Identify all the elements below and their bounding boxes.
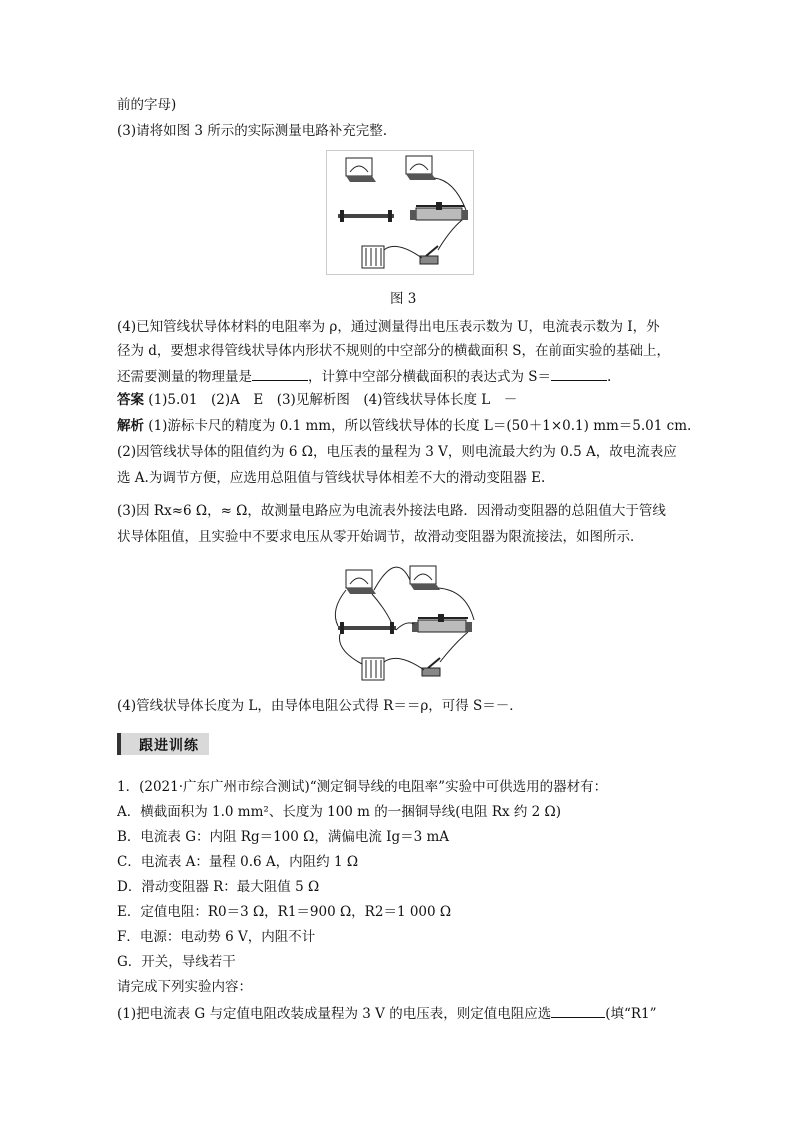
answer-blank (551, 366, 607, 381)
analysis-label: 解析 (117, 418, 144, 434)
text-line: 请完成下列实验内容： (117, 979, 252, 995)
circuit-figure-3 (326, 150, 474, 275)
rheostat-icon (412, 614, 472, 632)
analysis-line: (4)管线状导体长度为 L，由导体电阻公式得 R＝＝ρ，可得 S＝－． (117, 698, 523, 714)
analysis-line: (2)因管线状导体的阻值约为 6 Ω，电压表的量程为 3 V，则电流最大约为 0.5 A，故电流表应 (117, 444, 677, 460)
analysis-line (117, 417, 691, 435)
answer-label: 答案 (117, 392, 144, 408)
option-line: G．开关，导线若干 (117, 954, 236, 970)
text-segment: (1)把电流表 G 与定值电阻改装成量程为 3 V 的电压表，则定值电阻应选 (117, 1006, 552, 1022)
analysis-text: (1)游标卡尺的精度为 0.1 mm，所以管线状导体的长度 L＝(50＋1×0.1) mm＝5.01 cm. (148, 418, 692, 434)
question-line (117, 1003, 657, 1023)
analysis-line: 选 A.为调节方便，应选用总阻值与管线状导体相差不大的滑动变阻器 E. (117, 470, 546, 486)
answer-text: (1)5.01 (2)A E (3)见解析图 (4)管线状导体长度 L － (148, 392, 518, 408)
text-segment: . (607, 369, 612, 385)
option-line: A．横截面积为 1.0 mm²、长度为 100 m 的一捆铜导线(电阻 Rx 约 2 Ω) (117, 804, 562, 820)
option-line: C．电流表 A：量程 0.6 A，内阻约 1 Ω (117, 854, 359, 870)
option-line: B．电流表 G：内阻 Rg＝100 Ω，满偏电流 Ig＝3 mA (117, 829, 450, 845)
text-line: 径为 d，要想求得管线状导体内形状不规则的中空部分的横截面积 S，在前面实验的基础上， (117, 343, 670, 359)
rheostat-icon (410, 202, 468, 220)
option-line: E．定值电阻：R0＝3 Ω，R1＝900 Ω，R2＝1 000 Ω (117, 904, 452, 920)
text-line: (4)已知管线状导体材料的电阻率为 ρ，通过测量得出电压表示数为 U，电流表示数为 I，外 (117, 319, 660, 335)
text-line (117, 366, 611, 386)
voltmeter-icon (410, 566, 440, 590)
text-line: (3)请将如图 3 所示的实际测量电路补充完整. (117, 123, 388, 139)
battery-icon (362, 658, 384, 680)
switch-icon (422, 658, 440, 676)
answer-blank (252, 366, 308, 381)
option-line: F．电源：电动势 6 V，内阻不计 (117, 929, 316, 945)
ammeter-icon (346, 570, 376, 594)
analysis-line: (3)因 Rx≈6 Ω，≈ Ω，故测量电路应为电流表外接法电路．因滑动变阻器的总阻值大于管线 (117, 503, 666, 519)
question-line: 1．(2021·广东广州市综合测试)“测定铜导线的电阻率”实验中可供选用的器材有： (117, 779, 608, 795)
text-segment: (填“R1” (605, 1006, 657, 1022)
ammeter-icon (346, 158, 376, 182)
switch-icon (420, 246, 438, 264)
text-line: 前的字母) (117, 97, 177, 113)
text-segment: 还需要测量的物理量是 (117, 369, 252, 385)
analysis-line: 状导体阻值，且实验中不要求电压从零开始调节，故滑动变阻器为限流接法，如图所示． (117, 529, 644, 545)
figure-caption: 图 3 (390, 291, 417, 307)
answer-blank (551, 1003, 605, 1018)
voltmeter-icon (406, 156, 436, 180)
conductor-tube-icon (338, 210, 394, 222)
circuit-figure-answer (326, 560, 478, 690)
conductor-tube-icon (338, 622, 396, 634)
answer-line (117, 391, 517, 409)
option-line: D．滑动变阻器 R：最大阻值 5 Ω (117, 879, 320, 895)
text-segment: ，计算中空部分横截面积的表达式为 S＝ (308, 369, 552, 385)
section-title: 跟进训练 (139, 738, 199, 754)
section-heading (117, 733, 209, 755)
battery-icon (362, 246, 384, 268)
